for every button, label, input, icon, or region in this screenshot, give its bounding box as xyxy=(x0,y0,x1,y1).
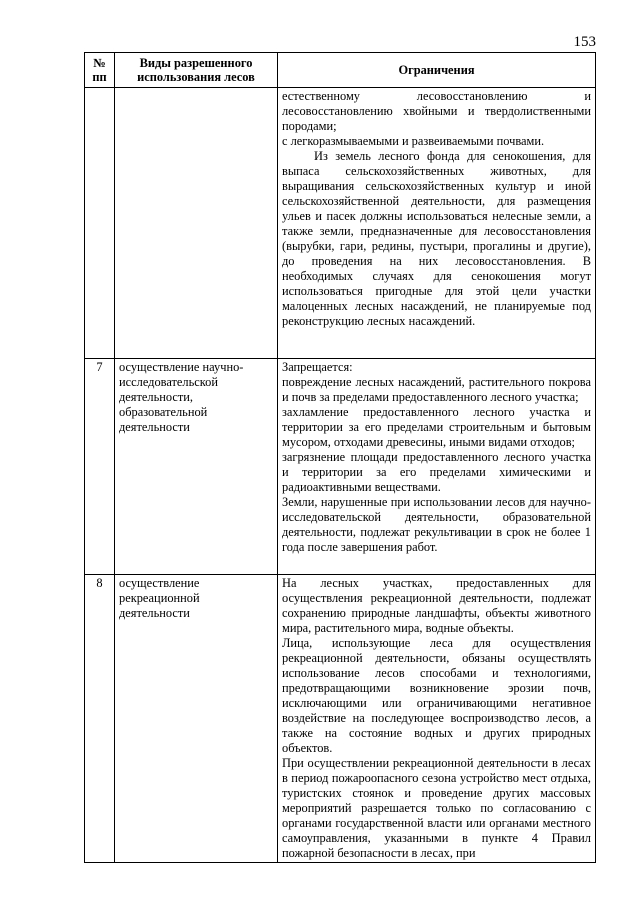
paragraph: с легкоразмываемыми и развеиваемыми почвами. xyxy=(282,134,545,148)
paragraph: Из земель лесного фонда для сенокошения, для выпаса сельскохозяйственных животных, для выращивания сельскохозяйственных культур и иной сельскохозяйственной деятельности, для размещения ульев и пасек должны использоваться нелесные земли, а также земли, предназначенные для лесовосстановления (вырубки, гари, редины, пустыри, прогалины и другие), до проведения на них лесовосстановления. В необходимых случаях для сенокошения могут использоваться пригодные для этой цели участки малоценных лесных насаждений, не планируемые под реконструкцию лесных насаждений. xyxy=(282,149,591,328)
paragraph: На лесных участках, предоставленных для осуществления рекреационной деятельности, подлежат сохранению природные ландшафты, объекты животного мира, растительного мира, водные объекты. xyxy=(282,576,591,635)
row-type: осуществление рекреационной деятельности xyxy=(115,575,278,863)
page-number: 153 xyxy=(573,34,596,50)
paragraph: загрязнение площади предоставленного лесного участка и территории за его пределами химическими и радиоактивными веществами. xyxy=(282,450,591,494)
paragraph: захламление предоставленного лесного участка и территории за его пределами строительным и бытовым мусором, отходами древесины, иными видами отходов; xyxy=(282,405,591,449)
row-limits xyxy=(278,575,596,863)
header-limits: Ограничения xyxy=(278,53,596,88)
paragraph: При осуществлении рекреационной деятельности в лесах в период пожароопасного сезона устройство мест отдыха, туристских стоянок и проведение других массовых мероприятий разрешается только по согласованию с органами государственной власти или органами местного самоуправления, указанными в пункте 4 Правил пожарной безопасности в лесах, при xyxy=(282,756,591,860)
row-num xyxy=(85,88,115,359)
paragraph: повреждение лесных насаждений, растительного покрова и почв за пределами предоставленного лесного участка; xyxy=(282,375,591,404)
row-num: 7 xyxy=(85,359,115,575)
paragraph: Земли, нарушенные при использовании лесов для научно-исследовательской деятельности, образовательной деятельности, подлежат рекультивации в срок не более 1 года после завершения работ. xyxy=(282,495,591,554)
row-num: 8 xyxy=(85,575,115,863)
paragraph: Лица, использующие леса для осуществления рекреационной деятельности, обязаны осуществлять использование лесов способами и технологиями, предотвращающими возникновение эрозии почв, исключающими или ограничивающими негативное воздействие на последующее воспроизводство лесов, а также на состояние водных и других природных объектов. xyxy=(282,636,591,755)
header-type: Виды разрешенного использования лесов xyxy=(115,53,278,88)
paragraph: Запрещается: xyxy=(282,360,353,374)
paragraph: естественному лесовосстановлению и лесовосстановлению хвойными и твердолиственными породами; xyxy=(282,89,591,133)
table-row xyxy=(85,359,596,575)
restrictions-table xyxy=(84,52,596,863)
table-header-row xyxy=(85,53,596,88)
table-row xyxy=(85,88,596,359)
row-limits xyxy=(278,359,596,575)
header-num: № пп xyxy=(85,53,115,88)
row-type xyxy=(115,88,278,359)
row-limits xyxy=(278,88,596,359)
table-row xyxy=(85,575,596,863)
row-type: осуществление научно-исследовательской деятельности, образовательной деятельности xyxy=(115,359,278,575)
